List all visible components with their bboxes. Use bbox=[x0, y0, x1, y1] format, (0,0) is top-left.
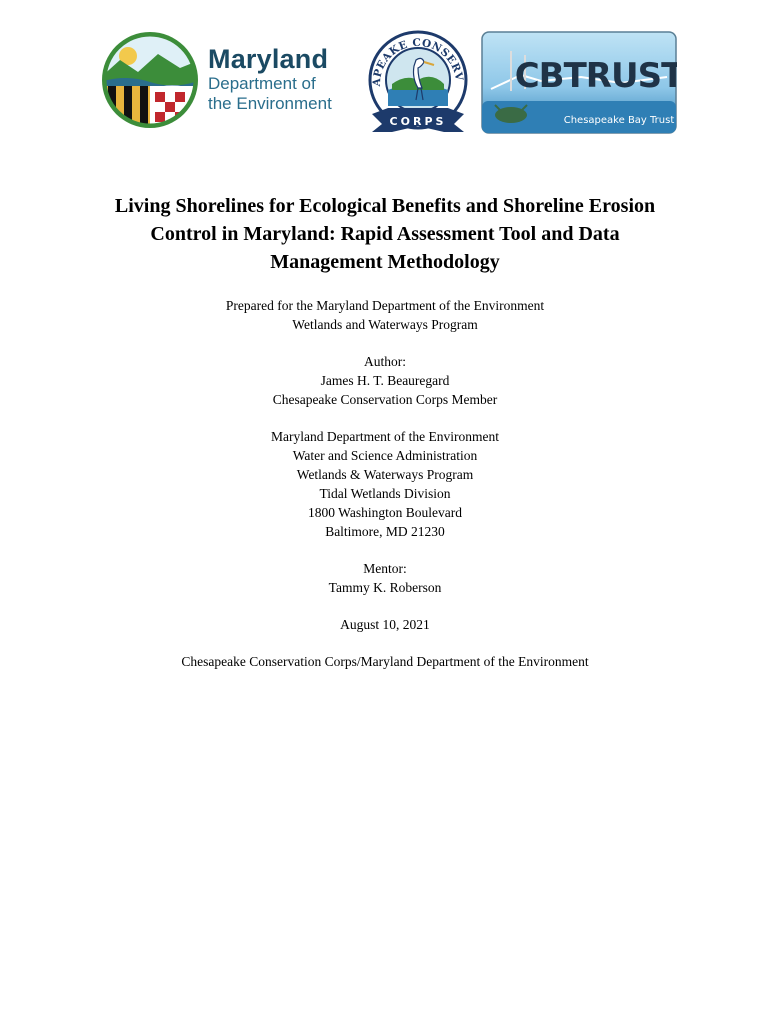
mentor-label: Mentor: bbox=[363, 561, 407, 576]
address-line: Maryland Department of the Environment bbox=[271, 429, 499, 444]
title-line-1: Living Shorelines for Ecological Benefits and Shoreline Erosion bbox=[114, 195, 656, 217]
address-line: Tidal Wetlands Division bbox=[319, 486, 451, 501]
document-title bbox=[85, 192, 685, 276]
address-line: 1800 Washington Boulevard bbox=[308, 505, 462, 520]
mde-emblem-icon bbox=[100, 30, 200, 130]
address-line: Baltimore, MD 21230 bbox=[325, 524, 445, 539]
author-block bbox=[0, 352, 770, 409]
date-block bbox=[0, 615, 770, 634]
mentor-block bbox=[0, 559, 770, 597]
author-label: Author: bbox=[364, 354, 406, 369]
prepared-for bbox=[0, 296, 770, 334]
cbtrust-tagline: Chesapeake Bay Trust bbox=[563, 115, 675, 126]
author-name: James H. T. Beauregard bbox=[320, 373, 450, 388]
author-role: Chesapeake Conservation Corps Member bbox=[272, 392, 498, 407]
address-line: Water and Science Administration bbox=[292, 448, 478, 463]
footer-block bbox=[0, 652, 770, 671]
logo-bar bbox=[0, 28, 770, 138]
ccc-logo bbox=[366, 28, 470, 136]
document-footer: Chesapeake Conservation Corps/Maryland Department of the Environment bbox=[181, 654, 589, 669]
mde-subtitle-line1: Department of bbox=[208, 74, 316, 93]
cbtrust-logo bbox=[481, 31, 677, 134]
title-page bbox=[0, 192, 770, 671]
mde-logo bbox=[100, 30, 350, 134]
prepared-for-line-1: Prepared for the Maryland Department of the Environment bbox=[225, 298, 545, 313]
title-line-2: Control in Maryland: Rapid Assessment Tool and Data bbox=[150, 223, 620, 245]
cbtrust-name: CBTRUST bbox=[514, 56, 677, 96]
address-block bbox=[0, 427, 770, 541]
cbtrust-badge-icon bbox=[481, 31, 677, 134]
ccc-ring-text: APEAKE CONSERV bbox=[370, 36, 465, 87]
mentor-name: Tammy K. Roberson bbox=[328, 580, 442, 595]
mde-title: Maryland bbox=[208, 44, 329, 74]
mde-subtitle-line2: the Environment bbox=[208, 94, 332, 113]
prepared-for-line-2: Wetlands and Waterways Program bbox=[292, 317, 478, 332]
ccc-seal-icon bbox=[366, 28, 470, 136]
title-line-3: Management Methodology bbox=[270, 251, 500, 273]
ccc-banner-text: CORPS bbox=[389, 115, 447, 128]
document-date: August 10, 2021 bbox=[340, 617, 430, 632]
address-line: Wetlands & Waterways Program bbox=[296, 467, 474, 482]
